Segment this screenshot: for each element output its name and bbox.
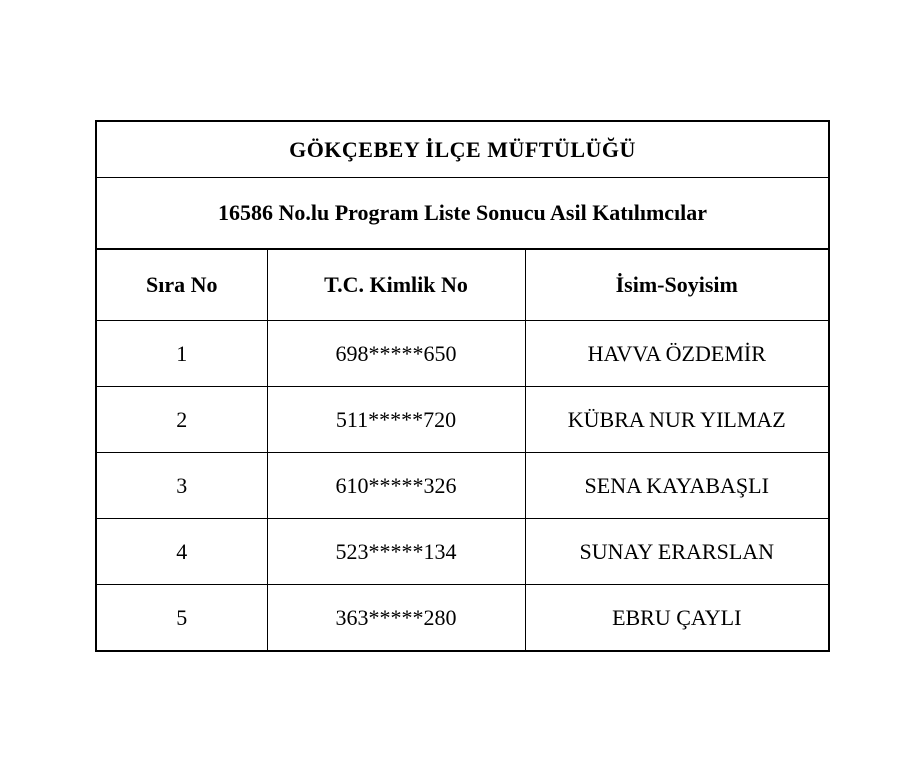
title-row	[97, 122, 828, 178]
cell-tc-id: 698*****650	[267, 321, 525, 387]
cell-order-no: 5	[97, 585, 267, 651]
cell-name: EBRU ÇAYLI	[525, 585, 828, 651]
cell-name: KÜBRA NUR YILMAZ	[525, 387, 828, 453]
cell-tc-id: 523*****134	[267, 519, 525, 585]
results-table	[97, 122, 828, 650]
header-row	[97, 249, 828, 321]
cell-name: SUNAY ERARSLAN	[525, 519, 828, 585]
table-row	[97, 519, 828, 585]
cell-name: HAVVA ÖZDEMİR	[525, 321, 828, 387]
table-row	[97, 453, 828, 519]
cell-tc-id: 363*****280	[267, 585, 525, 651]
table-row	[97, 387, 828, 453]
cell-tc-id: 511*****720	[267, 387, 525, 453]
office-title: GÖKÇEBEY İLÇE MÜFTÜLÜĞÜ	[97, 122, 828, 178]
participant-list-table	[95, 120, 830, 652]
cell-order-no: 3	[97, 453, 267, 519]
column-header-name: İsim-Soyisim	[525, 249, 828, 321]
list-subtitle: 16586 No.lu Program Liste Sonucu Asil Katılımcılar	[97, 178, 828, 250]
column-header-tc-id: T.C. Kimlik No	[267, 249, 525, 321]
table-row	[97, 585, 828, 651]
cell-tc-id: 610*****326	[267, 453, 525, 519]
cell-order-no: 2	[97, 387, 267, 453]
cell-name: SENA KAYABAŞLI	[525, 453, 828, 519]
cell-order-no: 1	[97, 321, 267, 387]
subtitle-row	[97, 178, 828, 250]
column-header-order-no: Sıra No	[97, 249, 267, 321]
table-row	[97, 321, 828, 387]
cell-order-no: 4	[97, 519, 267, 585]
